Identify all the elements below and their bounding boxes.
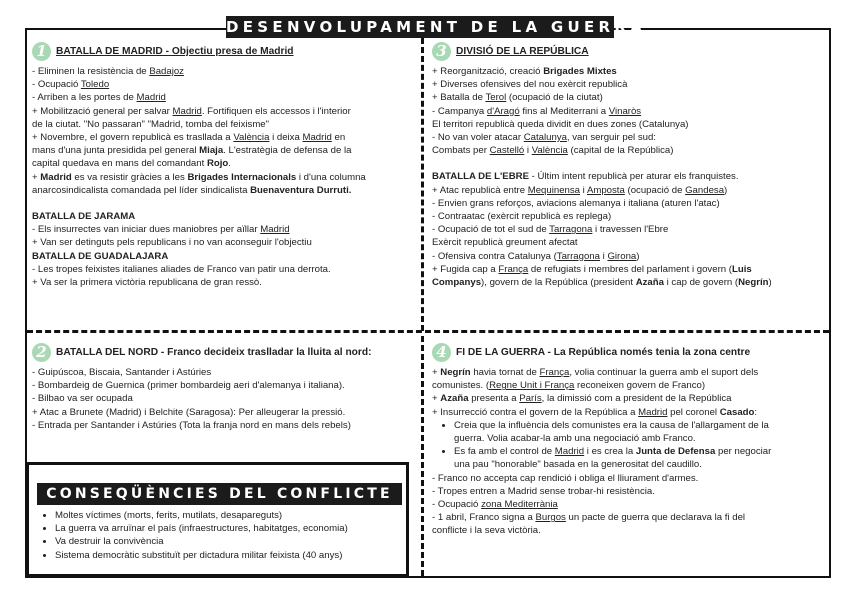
text-line: - Campanya d'Aragó fins al Mediterrani a Vinaròs [432,105,642,117]
text-line: + Batalla de Terol (ocupació de la ciutat) [432,92,603,104]
consequences-title: CONSEQÜÈNCIES DEL CONFLICTE [37,483,402,505]
page-title: DESENVOLUPAMENT DE LA GUERRA [226,18,647,36]
section-batalla-madrid [32,42,366,289]
text-line: mans d'una junta presidida pel general Miaja. L'estratègia de defensa de la [32,145,352,157]
number-badge-2: 2 [32,343,51,362]
number-badge-3: 3 [432,42,451,61]
text-line: - No van voler atacar Catalunya, van serguir pel sud: [432,132,656,144]
list-item: • Es fa amb el control de Madrid i es crea la Junta de Defensa per negociar una pau "honorable" basada en la generositat del caudillo. [454,445,771,471]
text-line: - Eliminen la resistència de Badajoz [32,66,184,77]
vertical-divider [421,38,424,331]
text-line: + Insurrecció contra el govern de la República a Madrid pel coronel Casado: [432,406,758,418]
text-line: - Tropes entren a Madrid sense trobar-hi resistència. [432,485,655,497]
list-item: • Sistema democràtic substituït per dictadura militar feixista (40 anys) [55,549,348,562]
consequences-box [26,462,409,577]
section-1-heading: BATALLA DE MADRID - Objectiu presa de Madrid [56,45,294,57]
text-line: + Va ser la primera victòria republicana de gran ressò. [32,277,262,289]
text-line: - Les tropes feixistes italianes aliades de Franco van patir una derrota. [32,263,331,275]
text-line: - Entrada per Santander i Astúries (Tota la franja nord en mans dels rebels) [32,419,351,431]
casado-bullets [432,419,771,472]
horizontal-divider [27,330,829,333]
text-line: - Arriben a les portes de Madrid [32,92,166,104]
text-line: - Contraatac (exèrcit republicà es replega) [432,211,612,223]
text-line: - Envien grans reforços, aviacions alemanya i italiana (aturen l'atac) [432,197,720,209]
list-item: • Creia que la influència dels comunistes era la causa de l'allargament de la guerra. Volia acabar-la amb una negociació amb Franco. [454,419,771,445]
text-line: Combats per Castelló i València (capital de la República) [432,145,674,157]
text-line: Companys), govern de la República (president Azaña i cap de govern (Negrín) [432,277,772,289]
text-line: - Bombardeig de Guernica (primer bombardeig aeri d'alemanya i italiana). [32,380,345,392]
jarama-heading: BATALLA DE JARAMA [32,211,136,223]
text-line: El territori republicà queda dividit en dues zones (Catalunya) [432,118,689,130]
text-line: - Franco no accepta cap rendició i obliga el lliurament d'armes. [432,472,699,484]
section-1-header [32,42,366,61]
section-divisio-republica [432,42,772,289]
section-3-heading: DIVISIÓ DE LA REPÚBLICA [456,45,589,57]
text-line: + Van ser detinguts pels republicans i no van aconseguir l'objectiu [32,237,312,249]
text-line: - Ocupació Toledo [32,79,110,91]
list-item: • Moltes víctimes (morts, ferits, mutilats, desapareguts) [55,509,348,522]
text-line: - Bilbao va ser ocupada [32,393,133,405]
text-line: - Ocupació de tot el sud de Tarragona i travessen l'Ebre [432,224,669,236]
text-line: capital quedava en mans del comandant Rojo. [32,158,231,170]
text-line: - 1 abril, Franco signa a Burgos un pacte de guerra que declarava la fi del [432,512,746,524]
number-badge-4: 4 [432,343,451,362]
text-line: de la ciutat. "No passaran" "Madrid, tomba del feixisme" [32,118,270,130]
text-line: + Reorganització, creació Brigades Mixtes [432,66,617,77]
section-2-header [32,343,371,362]
text-line: - Ocupació zona Mediterrània [432,499,558,511]
text-line: anarcosindicalista comandada pel líder sindicalista Buenaventura Durruti. [32,184,352,196]
ebre-heading: BATALLA DE L'EBRE - Últim intent republicà per aturar els franquistes. [432,171,739,183]
guadalajara-heading: BATALLA DE GUADALAJARA [32,250,169,262]
section-2-heading: BATALLA DEL NORD - Franco decideix traslladar la lluita al nord: [56,346,372,358]
text-line: + Negrín havia tornat de França, volia continuar la guerra amb el suport dels [432,367,759,378]
section-fi-guerra [432,343,771,538]
text-line: - Els insurrectes van iniciar dues maniobres per aïllar Madrid [32,224,290,236]
text-line: + Mobilització general per salvar Madrid. Fortifiquen els accessos i l'interior [32,105,351,117]
section-3-header [432,42,772,61]
text-line: + Atac a Brunete (Madrid) i Belchite (Saragosa): Per alleugerar la pressió. [32,406,346,418]
list-item: • La guerra va arruïnar el país (infraestructures, habitatges, economia) [55,522,348,535]
section-batalla-nord [32,343,371,432]
section-4-heading: FI DE LA GUERRA - La República només tenia la zona centre [456,346,751,358]
text-line: - Ofensiva contra Catalunya (Tarragona i Girona) [432,250,640,262]
list-item: • Va destruir la convivència [55,535,348,548]
number-badge-1: 1 [32,42,51,61]
text-line: + Fugida cap a França de refugiats i membres del parlament i govern (Luis [432,263,752,275]
text-line: Exèrcit republicà greument afectat [432,237,578,249]
section-4-header [432,343,771,362]
consequences-list [29,509,348,562]
text-line: comunistes. (Regne Unit i França reconeixen govern de Franco) [432,380,706,392]
text-line: - Guipúscoa, Biscaia, Santander i Astúries [32,367,212,378]
vertical-divider-lower [421,336,424,576]
text-line: + Madrid es va resistir gràcies a les Brigades Internacionals i d'una columna [32,171,366,183]
text-line: + Azaña presenta a París, la dimissió com a president de la República [432,393,732,405]
text-line: + Diverses ofensives del nou exèrcit republicà [432,79,628,91]
text-line: + Atac republicà entre Mequinensa i Amposta (ocupació de Gandesa) [432,184,728,196]
text-line: conflicte i la seva victòria. [432,525,541,537]
text-line: + Novembre, el govern republicà es trasllada a València i deixa Madrid en [32,132,346,144]
